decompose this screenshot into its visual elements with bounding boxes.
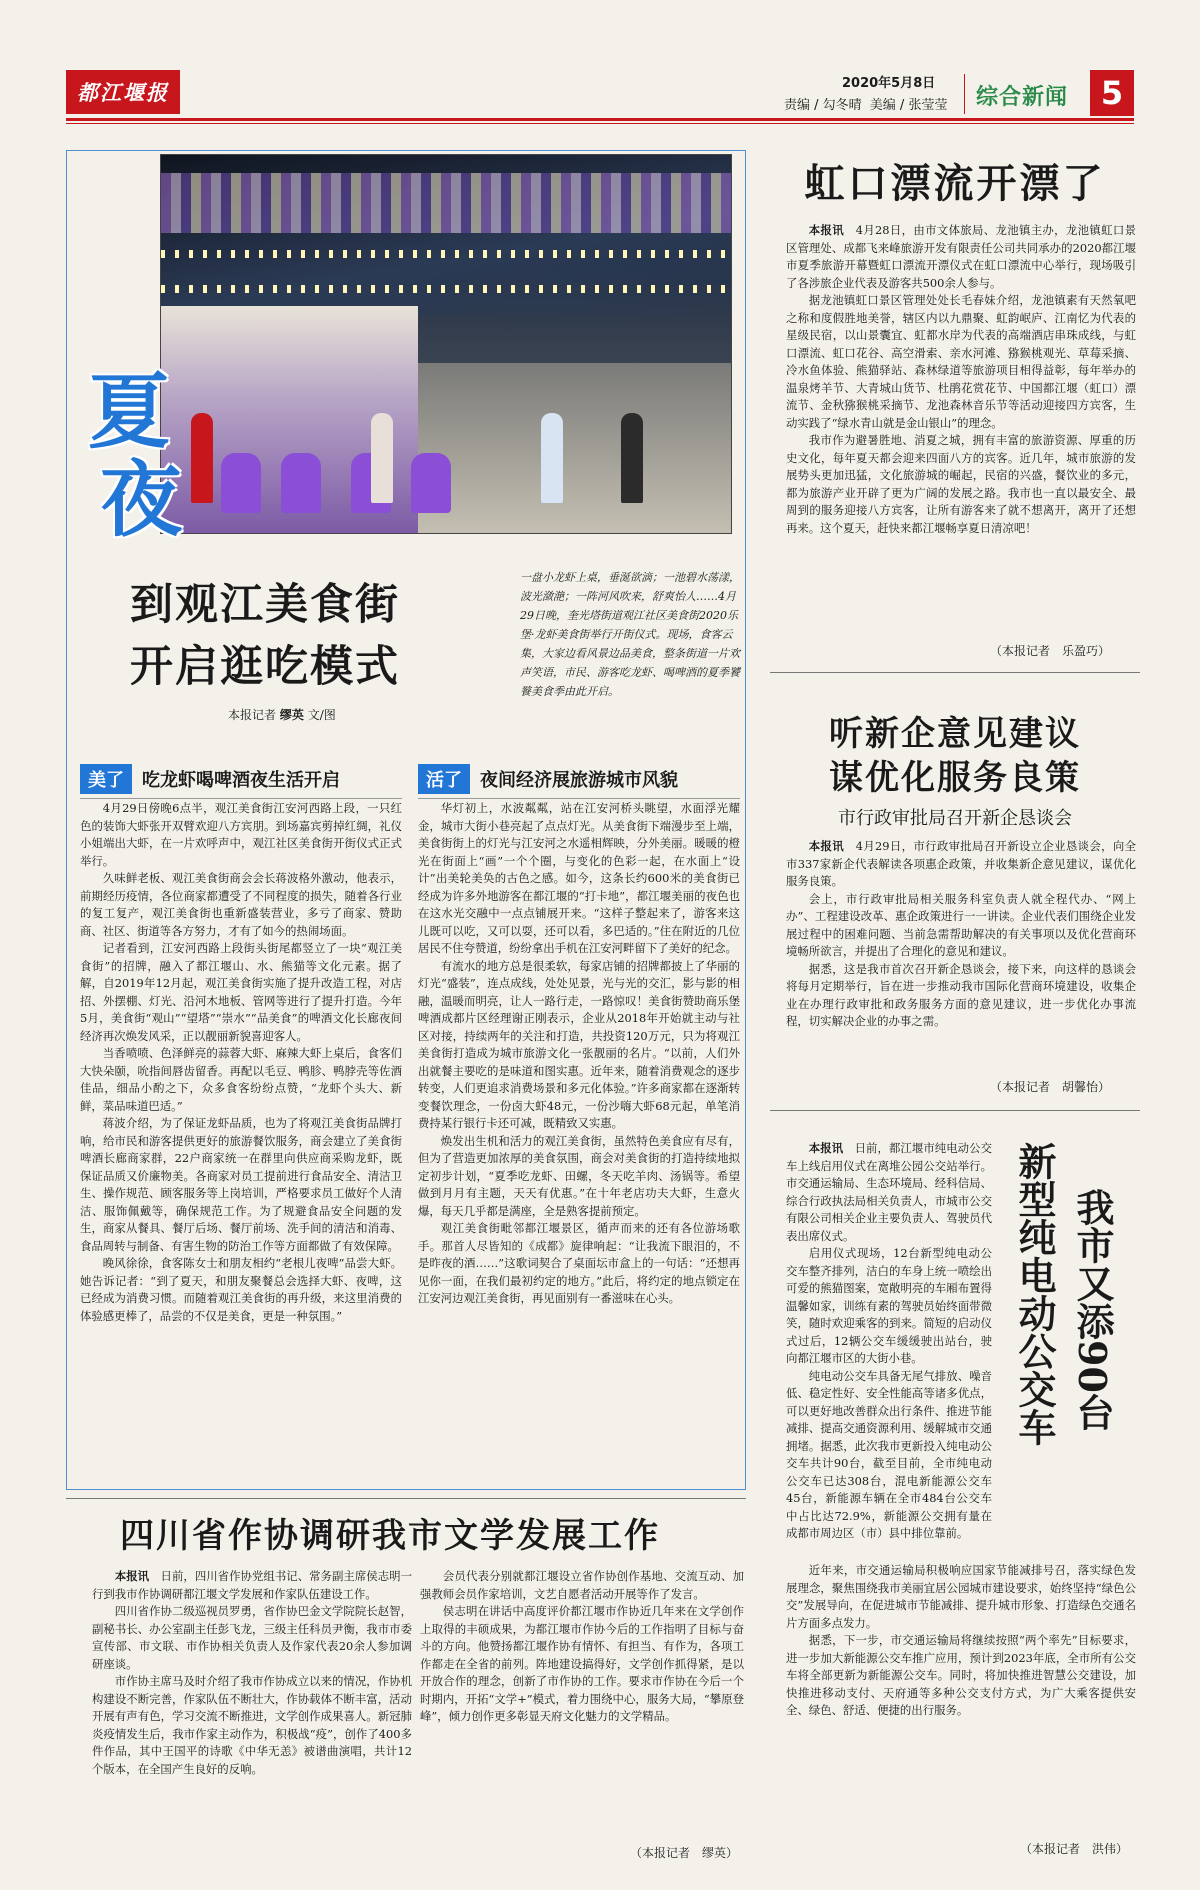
forum-headline-line2: 谋优化服务良策 — [829, 758, 1081, 798]
forum-headline-line1: 听新企意见建议 — [829, 714, 1081, 754]
paragraph: 4月28日，由市文体旅局、龙池镇主办，龙池镇虹口景区管理处、成都飞来峰旅游开发有限责任公司共同承办的2020都江堰市夏季旅游开幕暨虹口漂流开漂仪式在虹口漂流中心举行，现场吸引了各涉旅企业代表及游客共500余人参与。 — [786, 223, 1136, 290]
lead-label: 本报讯 — [808, 223, 844, 237]
photo-char-1: 夏 — [88, 365, 171, 460]
newspaper-logo: 都江堰报 — [66, 70, 180, 114]
forum-credit: （本报记者 胡馨怡） — [990, 1080, 1111, 1094]
paragraph: 日前，都江堰市纯电动公交车上线启用仪式在离堆公园公交站举行。市交通运输局、生态环境局、经科信局、综合行政执法局相关负责人，市城市公交有限公司相关企业主要负责人、驾驶员代表出席仪式。 — [786, 1141, 992, 1243]
paragraph: 当香喷喷、色泽鲜亮的蒜蓉大虾、麻辣大虾上桌后，食客们大快朵颐，吮指间唇齿留香。再配以毛豆、鸭胗、鸭脖壳等佐酒佳品，细品小酌之下，众多食客纷纷点赞，“龙虾个头大、新鲜，菜品味道巴适。” — [80, 1046, 402, 1113]
bus-body-col2 — [786, 1562, 1136, 1830]
writers-body-col2 — [420, 1568, 744, 1838]
paragraph: 观江美食街毗邻都江堰景区，循声而来的还有各位游场歌手。那首人尽皆知的《成都》旋律响起：“让我流下眼泪的，不是昨夜的酒……”这歌词契合了桌面坛市盒上的一句话：“还想再见你一面，在我们最初约定的地方。”此后，将约定的地点锁定在江安河边观江美食街，再见面别有一番滋味在心头。 — [418, 1221, 740, 1305]
art-editor: 美编 / 张莹莹 — [869, 98, 948, 113]
forum-headline — [770, 712, 1140, 800]
paragraph: 市作协主席马及时介绍了我市作协成立以来的情况，作协机构建设不断完善，作家队伍不断壮大，作协载体不断丰富，活动开展有声有色，学习交流不断推进，文学创作成果喜人。新冠肺炎疫情发生后，我市作家主动作为，积极战“疫”，创作了400多件作品，其中王国平的诗歌《中华无恙》被谱曲演唱，共计12个版本，在全国产生良好的反响。 — [92, 1674, 412, 1776]
byline-prefix: 本报记者 — [228, 708, 277, 722]
paragraph: 4月29日傍晚6点半，观江美食街江安河西路上段，一只红色的装饰大虾张开双臂欢迎八方宾朋。到场嘉宾剪掉红绸，礼仪小姐端出大虾，在一片欢呼声中，观江社区美食街开街仪式正式举行。 — [80, 801, 402, 868]
night-food-street-photo — [160, 154, 732, 534]
paragraph: 会员代表分别就都江堰设立省作协创作基地、交流互动、加强教师会员作家培训，文艺自愿者活动开展等作了发言。 — [420, 1569, 744, 1601]
paragraph: 近年来，市交通运输局积极响应国家节能减排号召，落实绿色发展理念，聚焦围绕我市美丽宜居公园城市建设要求，始终坚持“绿色公交”发展导向，在促进城市节能减排、提升城市形象、打造绿色交通名片方面多点发力。 — [786, 1563, 1136, 1630]
writers-body-col1 — [92, 1568, 412, 1838]
lead-headline-line1: 到观江美食街 — [130, 580, 400, 630]
paragraph: 久味鲜老板、观江美食街商会会长蒋波格外激动，他表示，前期经历疫情，各位商家都遭受了不同程度的损失，随着各行业的复工复产，观江美食街也重新盛装营业，多亏了商家、赞助商、社区、街道等各方努力，才有了如今的热闹场面。 — [80, 871, 402, 938]
lead-headline-line2: 开启逛吃模式 — [130, 642, 400, 692]
bus-body-col1 — [786, 1140, 992, 1560]
issue-date: 2020年5月8日 — [842, 76, 936, 91]
sec2-header — [418, 764, 740, 799]
lead-label: 本报讯 — [808, 1141, 844, 1155]
sec1-header — [80, 764, 402, 799]
bus-credit: （本报记者 洪伟） — [1020, 1842, 1129, 1856]
paragraph: 我市作为避暑胜地、消夏之城，拥有丰富的旅游资源、厚重的历史文化，每年夏天都会迎来四面八方的宾客。近几年，城市旅游的发展势头更加迅猛，文化旅游城的崛起，民宿的兴盛，餐饮业的多元，都为旅游产业开辟了更为广阔的发展之路。我市也一直以最安全、最周到的服务迎接八方宾客，让所有游客来了就不想离开，离开了还想再来。这个夏天，赶快来都江堰畅享夏日清凉吧！ — [786, 433, 1136, 535]
editor-credits — [780, 94, 947, 113]
forum-body — [786, 838, 1136, 1076]
rafting-headline: 虹口漂流开漂了 — [804, 161, 1106, 207]
masthead-rule — [66, 118, 1134, 121]
page-number: 5 — [1090, 70, 1134, 116]
paragraph: 四川省作协二级巡视员罗勇，省作协巴金文学院院长赵智，副秘书长、办公室副主任彭飞龙，三级主任科员尹衡，我市市委宣传部、市文联、市作协相关负责人及作家代表20余人参加调研座谈。 — [92, 1604, 412, 1671]
writers-headline: 四川省作协调研我市文学发展工作 — [120, 1516, 660, 1556]
divider — [770, 672, 1140, 673]
bus-headline-line2: 新型纯电动公交车 — [1012, 1142, 1057, 1446]
bus-headline-line1: 我市又添90台 — [1070, 1188, 1115, 1431]
paragraph: 日前，四川省作协党组书记、常务副主席侯志明一行到我市作协调研都江堰文学发展和作家队伍建设工作。 — [92, 1569, 412, 1601]
section-name: 综合新闻 — [976, 85, 1069, 110]
paragraph: 据悉，这是我市首次召开新企恳谈会，接下来，向这样的恳谈会将每月定期举行，旨在进一步推动我市国际化营商环境建设，收集企业在办理行政审批和政务服务方面的意见建议，进一步优化办事流程，切实解决企业的办事之需。 — [786, 961, 1136, 1028]
paragraph: 侯志明在讲话中高度评价都江堰市作协近几年来在文学创作上取得的丰硕成果，为都江堰市作协今后的工作指明了目标与奋斗的方向。他赞扬都江堰作协有情怀、有担当、有作为，各项工作都走在全省的前列。阵地建设搞得好，文学创作抓得紧，是以开放合作的理念，创新了市作协的工作。要求市作协在今后一个时期内，开拓“文学+”模式，着力围绕中心，服务大局，“攀原登峰”，倾力创作更多彰显天府文化魅力的文学精品。 — [420, 1604, 744, 1723]
lead-label: 本报讯 — [114, 1569, 150, 1583]
paragraph: 据悉，下一步，市交通运输局将继续按照“两个率先”目标要求，进一步加大新能源公交车推广应用，预计到2023年底，全市所有公交车将全部更新为新能源公交车。同时，将加快推进智慧公交建设，加快推进移动支付、天府通等多种公交支付方式，为广大乘客提供安全、绿色、舒适、便捷的出行服务。 — [786, 1633, 1136, 1717]
paragraph: 华灯初上，水波粼粼，站在江安河桥头眺望，水面浮光耀金，城市大街小巷亮起了点点灯光。从美食街下端漫步至上端，美食街街上的灯光与江安河之水遥相辉映，分外美丽。暖暖的橙光在街面上“画”一个个圈，与变化的色彩一起，在水面上“设计”出美轮美奂的古色之感。如今，这条长约600米的美食街已经成为许多外地游客在都江堰的“打卡地”，都江堰美丽的夜色也在这水光交融中一点点铺展开来。“这样子整起来了，游客来这儿既可以吃，又可以耍，还可以看，多巴适的。”住在附近的几位居民不住夸赞道，纷纷拿出手机在江安河畔留下了美好的纪念。 — [418, 801, 740, 955]
paragraph: 蒋波介绍，为了保证龙虾品质，也为了将观江美食街品牌打响，给市民和游客提供更好的旅游餐饮服务，商会建立了美食街啤酒长廊商家群，22户商家统一在群里向供应商采购龙虾，既保证品质又价廉物美。各商家对员工提前进行食品安全、清洁卫生、操作规范、顾客服务等上岗培训，严格要求员工做好个人清洁、服饰佩戴等，确保规范工作。为了规避食品安全问题的发生，商家从餐具、餐厅后场、餐厅前场、洗手间的清洁和消毒、食品周转与制备、有害生物的防治工作等方面都做了有效保障。 — [80, 1116, 402, 1253]
masthead-separator — [964, 74, 965, 114]
sec1-body — [80, 800, 402, 1452]
byline-suffix: 文/图 — [307, 708, 336, 722]
divider — [770, 1110, 1140, 1111]
paragraph: 据龙池镇虹口景区管理处处长毛春妹介绍，龙池镇素有天然氧吧之称和度假胜地美誉，辖区内以九鼎聚、虹韵岷庐、江南忆为代表的星级民宿，以山景囊宜、虹都水岸为代表的高端酒店串珠成线，与虹口漂流、虹口花谷、高空滑索、亲水河滩、猕猴桃观光、草莓采摘、冷水鱼体验、熊猫驿站、森林绿道等旅游项目相得益彰，每年举办的温泉烤羊节、大青城山货节、杜鹃花赏花节、中国都江堰（虹口）漂流节、金秋猕猴桃采摘节、龙池森林音乐节等活动迎接四方宾客，生动实践了“绿水青山就是金山银山”的理念。 — [786, 293, 1136, 430]
paragraph: 启用仪式现场，12台新型纯电动公交车整齐排列，洁白的车身上统一喷绘出可爱的熊猫图案，宽敞明亮的车厢布置得温馨如家，训练有素的驾驶员始终面带微笑，随时欢迎乘客的到来。简短的启动仪式过后，12辆公交车缓缓驶出站台，驶向都江堰市区的大街小巷。 — [786, 1246, 992, 1365]
lead-headline — [130, 574, 400, 698]
paragraph: 会上，市行政审批局相关服务科室负责人就全程代办、“网上办”、工程建设改革、惠企政策进行一一讲读。企业代表们围绕企业发展过程中的困难问题、当前急需帮助解决的有关事项以及优化营商环境畅所欲言，并提出了合理化的意见和建议。 — [786, 891, 1136, 958]
sec1-tag: 美了 — [80, 764, 132, 794]
paragraph: 焕发出生机和活力的观江美食街，虽然特色美食应有尽有，但为了营造更加浓厚的美食氛围，商会对美食街的打造持续地拟定初步计划，“夏季吃龙虾、田螺，冬天吃羊肉、汤锅等。希望做到月月有主题，天天有优惠。”在十年老店功夫大虾，生意火爆，每天几乎都是满座，全是熟客提前预定。 — [418, 1133, 740, 1218]
paragraph: 晚风徐徐，食客陈女士和朋友相约“老根儿夜啤”品尝大虾。她告诉记者：“到了夏天，和朋友聚餐总会选择大虾、夜啤，这已经成为消费习惯。而随着观江美食街的再升级，来这里消费的体验感更棒了，品尝的不仅是美食，更是一种氛围。” — [80, 1256, 402, 1323]
rafting-credit: （本报记者 乐盈巧） — [990, 644, 1111, 658]
sec2-body — [418, 800, 740, 1452]
masthead-rule-thin — [66, 123, 1134, 124]
paragraph: 4月29日，市行政审批局召开新设立企业恳谈会，向全市337家新企代表解读各项惠企政策，并收集新企意见建议，谋优化服务良策。 — [786, 839, 1136, 888]
writers-credit: （本报记者 缪英） — [630, 1846, 739, 1860]
rafting-body — [786, 222, 1136, 662]
divider — [66, 1498, 746, 1499]
paragraph: 纯电动公交车具备无尾气排放、噪音低、稳定性好、安全性能高等诸多优点，可以更好地改善群众出行条件、推进节能减排、提高交通资源利用、缓解城市交通拥堵。据悉，此次我市更新投入纯电动公交车共计90台，截至目前，全市纯电动公交车已达308台，混电新能源公交车45台，新能源车辆在全市484台公交车中占比达72.9%，新能源公交拥有量在成都市周边区（市）县中排位靠前。 — [786, 1368, 992, 1540]
lead-intro: 一盘小龙虾上桌，垂涎欲滴；一池碧水荡漾，波光潋滟；一阵河风吹来，舒爽怡人……4月29日晚，奎光塔街道观江社区美食街2020乐堡·龙虾美食街举行开街仪式。现场，食客云集，大家边看风景边品美食，整条街道一片欢声笑语，市民、游客吃龙虾、喝啤酒的夏季饕餮美食季由此开启。 — [520, 571, 740, 698]
sec2-title: 夜间经济展旅游城市风貌 — [480, 770, 678, 791]
sec2-tag: 活了 — [418, 764, 470, 794]
paragraph: 记者看到，江安河西路上段街头街尾都竖立了一块“观江美食街”的招牌，融入了都江堰山、水、熊猫等文化元素。据了解，自2019年12月起，观江美食街实施了提升改造工程，对店招、外摆棚、灯光、沿河木地板、管网等进行了提升打造。今年5月，美食街“观山”“望塔”“崇水”“品美食”的啤酒文化长廊夜间经济再次焕发风采，正以靓丽新貌喜迎客人。 — [80, 941, 402, 1043]
sec1-title: 吃龙虾喝啤酒夜生活开启 — [142, 770, 340, 791]
forum-subtitle: 市行政审批局召开新企恳谈会 — [838, 808, 1072, 829]
photo-char-2: 夜 — [100, 453, 183, 548]
lead-byline — [228, 706, 336, 723]
byline-name: 缪英 — [279, 708, 304, 722]
chief-editor: 责编 / 勾冬晴 — [784, 98, 862, 113]
paragraph: 有流水的地方总是很柔软，每家店铺的招牌都披上了华丽的灯光“盛装”，连点成线，处处见景，光与光的交汇，影与影的相融，温暖而明亮，让人一路行走，一路惊叹！美食街赞助商乐堡啤酒成都片区经理谢正刚表示，企业从2018年开始就主动与社区对接，持续两年的关注和打造，共投资120万元，只为将观江美食街打造成为城市旅游文化一张靓丽的名片。“以前，人们外出就餐主要吃的是味道和图实惠。近年来，随着消费观念的逐步转变，人们更追求消费场景和多元化体验。”许多商家都在逐渐转变餐饮理念，一份卤大虾48元，一份沙嗨大虾68元起，单笔消费持某行银行卡还可减，既精致又实惠。 — [418, 958, 740, 1130]
lead-label: 本报讯 — [808, 839, 844, 853]
